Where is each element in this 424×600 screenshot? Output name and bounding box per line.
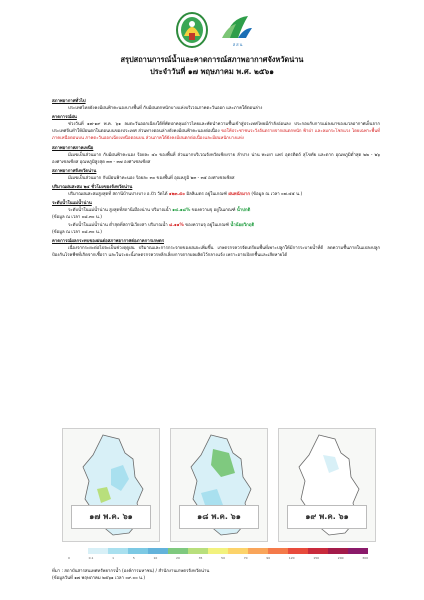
- legend-tick: 200: [337, 556, 344, 560]
- forecast-text: [52, 121, 380, 142]
- water-heading: ระดับน้ำในแม่น้ำน่าน: [52, 201, 92, 207]
- rain-legend: [62, 544, 374, 568]
- legend-ticks: [68, 556, 368, 562]
- forecast-heading: คาดการณ์ฝน: [52, 115, 77, 121]
- legend-tick: 10: [153, 556, 158, 560]
- legend-tick: 0: [68, 556, 70, 560]
- rain-map-day2: [170, 428, 268, 542]
- rain-heading: ปริมาณฝนสะสม ๒๔ ชั่วโมงของจังหวัดน่าน: [52, 185, 133, 191]
- rain-text-after: (ข้อมูล ณ เวลา ๐๗.๔๕ น.): [251, 192, 303, 198]
- rain-forecast-maps: [62, 428, 374, 548]
- water-upper-mid: ของความจุ อยู่ในเกณฑ์: [191, 208, 236, 214]
- title-line-1: สรุปสถานการณ์น้ำและคาดการณ์สภาพอากาศจังหวัดน่าน: [120, 55, 304, 64]
- logo-bar: [0, 10, 424, 54]
- general-heading: สภาพอากาศทั่วไป: [52, 99, 86, 104]
- water-upper: [52, 207, 380, 214]
- water-lower-level: น้ำน้อยวิกฤติ: [230, 222, 255, 228]
- legend-swatch: [88, 548, 108, 554]
- legend-swatch: [288, 548, 308, 554]
- legend-swatch: [68, 548, 88, 554]
- legend-swatch: [108, 548, 128, 554]
- impact-text: เนื่องจากระยะต่อไปจะเป็นช่วงฤดูฝน ปริมาณและการกระจายของฝนจะเพิ่มขึ้น เกษตรกรควรจัดเตรียมพื้นที่เพาะปลูกให้มีการระบายน้ำที่ดี ลดความชื้นภายในแปลงปลูก ป้องกันโรคพืชที่เกิดจากเชื้อรา และในระยะนี้เกษตรกรควรหลีกเลี่ยงการตากผลผลิตไว้กลางแจ้ง เพราะอาจเปียกชื้นและเสียหายได้: [52, 245, 380, 258]
- rain-map-day1: [62, 428, 160, 542]
- legend-swatch: [168, 548, 188, 554]
- water-lower-pct: ๘.๑๑%: [169, 222, 184, 228]
- legend-color-bar: [68, 548, 368, 554]
- water-lower-before: ระดับน้ำในแม่น้ำน่าน ต่ำสุดที่สถานีเวียงสา ปริมาณน้ำ: [68, 222, 168, 228]
- legend-swatch: [188, 548, 208, 554]
- legend-swatch: [228, 548, 248, 554]
- legend-tick: 0.1: [88, 556, 94, 560]
- map-date-label: ๑๘ พ.ค. ๖๑: [179, 505, 259, 529]
- water-upper-pct: ๑๔.๑๘%: [172, 208, 191, 214]
- water-upper-time: (ข้อมูล ณ เวลา ๐๘.๓๐ น.): [52, 215, 102, 221]
- forecast-text-main: ช่วงวันที่ ๑๗-๑๙ พ.ค. ๖๑ ลมตะวันออกเฉียงใต้ที่พัดปกคลุมอ่าวไทยและพัดนำความชื้นเข้าสู่ประเทศไทยมีกำลังอ่อนลง ประกอบกับการแผ่ลงมาของมวลอากาศเย็นจากประเทศจีนทำให้มีฝนตกในตอนบนของประเทศ ส่วนทางตอนล่างยังคงมีฝนฟ้าคะนองต่อเนื่อง: [52, 122, 380, 135]
- north-text: มีเมฆเป็นส่วนมาก กับมีฝนฟ้าคะนอง ร้อยละ ๔๐ ของพื้นที่ ส่วนมากบริเวณจังหวัดเชียงราย ลำปาง น่าน พะเยา แพร่ อุตรดิตถ์ สุโขทัย และตาก อุณหภูมิต่ำสุด ๒๒ - ๒๖ องศาเซลเซียส อุณหภูมิสูงสุด ๓๓ - ๓๗ องศาเซลเซียส: [52, 152, 380, 165]
- legend-swatch: [248, 548, 268, 554]
- legend-swatch: [328, 548, 348, 554]
- general-text: ประเทศไทยยังคงมีฝนฟ้าคะนองบางพื้นที่ กับมีฝนตกหนักบางแห่งบริเวณภาคตะวันออก และภาคใต้ตอนล่าง: [68, 106, 263, 112]
- legend-swatch: [268, 548, 288, 554]
- legend-tick: 1: [112, 556, 115, 560]
- legend-swatch: [208, 548, 228, 554]
- government-seal-logo: [174, 10, 210, 50]
- water-lower: [52, 222, 380, 229]
- legend-swatch: [128, 548, 148, 554]
- north-heading: สภาพอากาศภาคเหนือ: [52, 145, 94, 151]
- legend-tick: 35: [198, 556, 203, 560]
- source-line-2: (ข้อมูลวันที่ ๑๗ พฤษภาคม ๒๕๖๑ เวลา ๐๙.๐๐ น.): [52, 576, 146, 581]
- legend-tick: 300: [362, 556, 368, 560]
- rain-level: ฝนหนักมาก: [228, 192, 250, 198]
- forecast-warning: ขอให้ประชาชนระวังอันตรายจากฝนตกหนัก ฟ้าผ่า และลมกระโชกแรง โดยเฉพาะพื้นที่ภาคเหนือตอนบน ภาคตะวันออกเฉียงเหนือตอนบน ส่วนภาคใต้ยังคงมีฝนตกต่อเนื่องและมีฝนหนักบางแห่ง: [52, 129, 380, 142]
- legend-tick: 90: [266, 556, 271, 560]
- nan-weather-heading: สภาพอากาศจังหวัดน่าน: [52, 168, 97, 174]
- title-line-2: ประจำวันที่ ๑๗ พฤษภาคม พ.ศ. ๒๕๖๑: [150, 67, 274, 76]
- legend-tick: 5: [132, 556, 135, 560]
- source-note: [52, 568, 382, 582]
- impact-heading: คาดการณ์ผลกระทบของฝนต่อสภาพอากาศต่อภาคการเกษตร: [52, 238, 165, 244]
- legend-tick: 70: [243, 556, 248, 560]
- water-upper-level: น้ำปกติ: [236, 208, 251, 214]
- legend-swatch: [308, 548, 328, 554]
- rain-text: [52, 191, 380, 198]
- water-lower-time: (ข้อมูล ณ เวลา ๐๘.๓๐ น.): [52, 229, 102, 235]
- rain-map-day3: [278, 428, 376, 542]
- legend-swatch: [348, 548, 368, 554]
- legend-tick: 150: [313, 556, 320, 560]
- source-line-1: ที่มา : สถาบันสารสนเทศทรัพยากรน้ำ (องค์การมหาชน) / สำนักงานเกษตรจังหวัดน่าน: [52, 569, 210, 574]
- rain-value: ๑๒๓.๕๐: [168, 192, 185, 198]
- report-body: [52, 96, 380, 259]
- nan-weather-text: มีเมฆเป็นส่วนมาก กับมีฝนฟ้าคะนอง ร้อยละ ๓๐ ของพื้นที่ อุณหภูมิ ๒๓ - ๓๕ องศาเซลเซียส: [68, 175, 235, 181]
- water-lower-mid: ของความจุ อยู่ในเกณฑ์: [185, 222, 229, 228]
- hii-logo-text: สสน: [232, 42, 244, 47]
- legend-swatch: [148, 548, 168, 554]
- water-upper-before: ระดับน้ำในแม่น้ำน่าน สูงสุดที่สถานีเมืองน่าน ปริมาณน้ำ: [68, 208, 171, 214]
- map-date-label: ๑๙ พ.ค. ๖๑: [287, 505, 367, 529]
- legend-tick: 50: [221, 556, 225, 560]
- rain-text-before: ปริมาณฝนสะสมสูงสุดที่ สถานีบ้านปางบาง อ.ปัว วัดได้: [68, 192, 168, 198]
- rain-text-mid: มิลลิเมตร อยู่ในเกณฑ์: [186, 192, 227, 198]
- legend-tick: 20: [176, 556, 180, 560]
- hii-logo: [218, 12, 256, 52]
- legend-tick: 120: [288, 556, 295, 560]
- map-date-label: ๑๗ พ.ค. ๖๑: [71, 505, 151, 529]
- report-title: [0, 54, 424, 78]
